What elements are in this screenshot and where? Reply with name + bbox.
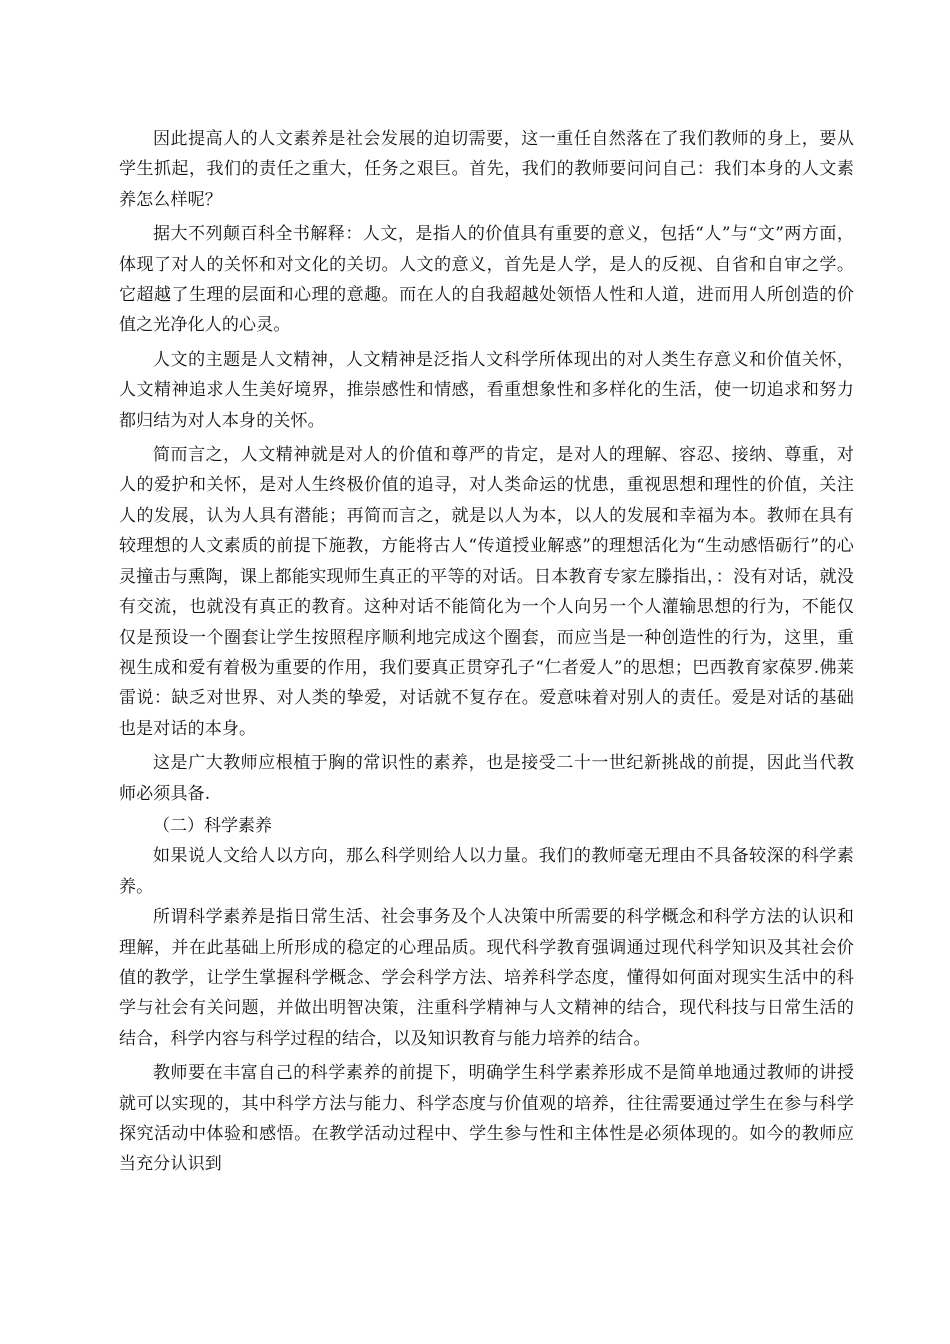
paragraph-1: 因此提高人的人文素养是社会发展的迫切需要，这一重任自然落在了我们教师的身上，要从学生抓起，我们的责任之重大，任务之艰巨。首先，我们的教师要问问自己：我们本身的人文素养怎么样呢？ — [119, 129, 854, 210]
paragraph-6: 如果说人文给人以方向，那么科学则给人以力量。我们的教师毫无理由不具备较深的科学素养。 — [119, 846, 854, 897]
section-heading: （二）科学素养 — [153, 815, 272, 836]
paragraph-2: 据大不列颠百科全书解释：人文，是指人的价值具有重要的意义，包括“人”与“文”两方面，体现了对人的关怀和对文化的关切。人文的意义，首先是人学，是人的反视、自省和自审之学。它超越了生理的层面和心理的意趣。而在人的自我超越处领悟人性和人道，进而用人所创造的价值之光净化人的心灵。 — [119, 224, 854, 336]
document-body — [119, 124, 854, 1180]
paragraph-7: 所谓科学素养是指日常生活、社会事务及个人决策中所需要的科学概念和科学方法的认识和理解，并在此基础上所形成的稳定的心理品质。现代科学教育强调通过现代科学知识及其社会价值的教学，让学生掌握科学概念、学会科学方法、培养科学态度，懂得如何面对现实生活中的科学与社会有关问题，并做出明智决策，注重科学精神与人文精神的结合，现代科技与日常生活的结合，科学内容与科学过程的结合，以及知识教育与能力培养的结合。 — [119, 907, 854, 1049]
paragraph-3: 人文的主题是人文精神，人文精神是泛指人文科学所体现出的对人类生存意义和价值关怀，人文精神追求人生美好境界，推崇感性和情感，看重想象性和多样化的生活，使一切追求和努力都归结为对人本身的关怀。 — [119, 349, 854, 431]
paragraph-4: 简而言之，人文精神就是对人的价值和尊严的肯定，是对人的理解、容忍、接纳、尊重，对人的爱护和关怀，是对人生终极价值的追寻，对人类命运的忧患，重视思想和理性的价值，关注人的发展，认为人具有潜能；再简而言之，就是以人为本，以人的发展和幸福为本。教师在具有较理想的人文素质的前提下施教，方能将古人“传道授业解惑”的理想活化为“生动感悟砺行”的心灵撞击与熏陶，课上都能实现师生真正的平等的对话。日本教育专家左滕指出，：没有对话，就没有交流，也就没有真正的教育。这种对话不能简化为一个人向另一个人灌输思想的行为，不能仅仅是预设一个圈套让学生按照程序顺利地完成这个圈套，而应当是一种创造性的行为，这里，重视生成和爱有着极为重要的作用，我们要真正贯穿孔子“仁者爱人”的思想；巴西教育家葆罗.佛莱雷说：缺乏对世界、对人类的挚爱，对话就不复存在。爱意味着对别人的责任。爱是对话的基础也是对话的本身。 — [119, 445, 854, 739]
paragraph-8: 教师要在丰富自己的科学素养的前提下，明确学生科学素养形成不是简单地通过教师的讲授就可以实现的，其中科学方法与能力、科学态度与价值观的培养，往往需要通过学生在参与科学探究活动中体验和感悟。在教学活动过程中、学生参与性和主体性是必须体现的。如今的教师应当充分认识到 — [119, 1063, 854, 1175]
paragraph-5: 这是广大教师应根植于胸的常识性的素养，也是接受二十一世纪新挑战的前提，因此当代教师必须具备. — [119, 753, 854, 804]
